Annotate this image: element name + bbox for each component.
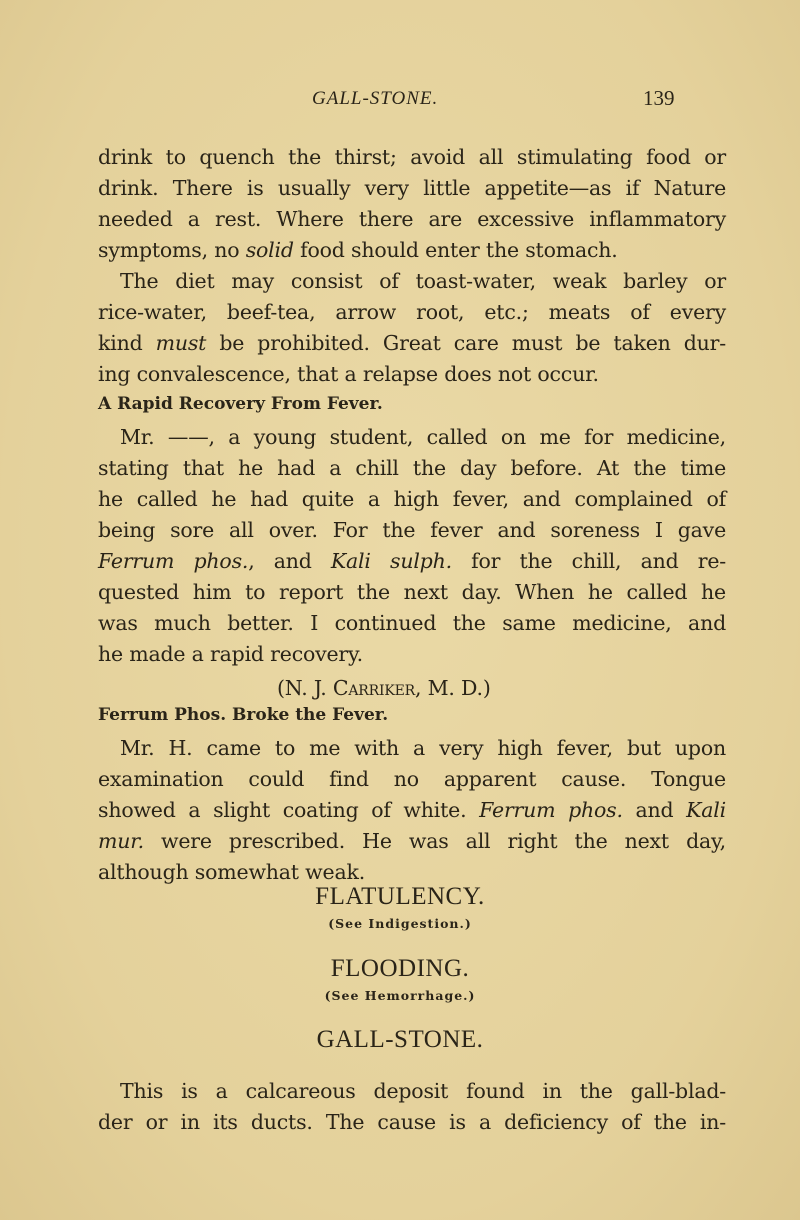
text-line — [120, 267, 726, 295]
text-line — [98, 485, 726, 513]
text-segment: and — [622, 798, 687, 822]
text-segment: be prohibited. Great care must be taken dur- — [206, 331, 726, 355]
text-segment: he called he had quite a high fever, and complained of — [98, 487, 726, 511]
text-segment: Mr. ——, a young student, called on me for medicine, — [120, 425, 726, 449]
italic-remedy-text: Kali — [686, 798, 726, 822]
heading-rapid-recovery: A Rapid Recovery From Fever. — [98, 394, 383, 414]
text-segment: der or in its ducts. The cause is a deficiency of the in- — [98, 1110, 726, 1134]
text-segment: were prescribed. He was all right the next day, — [143, 829, 726, 853]
text-line — [98, 174, 726, 202]
text-line — [98, 516, 726, 544]
text-segment: although somewhat weak. — [98, 860, 366, 884]
text-segment: quested him to report the next day. When he called he — [98, 580, 726, 604]
italic-remedy-text: Kali sulph. — [330, 549, 452, 573]
text-line — [98, 547, 726, 575]
text-segment: showed a slight coating of white. — [98, 798, 480, 822]
section-title-flooding: FLOODING. — [330, 955, 470, 982]
text-segment: drink. There is usually very little appetite—as if Nature — [98, 176, 726, 200]
text-segment: symptoms, no — [98, 238, 246, 262]
text-line — [98, 236, 726, 264]
text-line — [98, 454, 726, 482]
text-line — [98, 578, 726, 606]
text-segment: This is a calcareous deposit found in the gall-blad- — [120, 1079, 726, 1103]
text-segment: , and — [248, 549, 331, 573]
running-head: GALL-STONE. — [312, 88, 439, 109]
text-line — [98, 827, 726, 855]
text-line — [98, 1108, 726, 1136]
section-title-flatulency: FLATULENCY. — [315, 883, 485, 910]
text-segment: rice-water, beef-tea, arrow root, etc.; meats of every — [98, 300, 726, 324]
cross-reference-indigestion: (See Indigestion.) — [328, 916, 472, 931]
text-segment: kind — [98, 331, 156, 355]
text-segment: was much better. I continued the same medicine, and — [98, 611, 726, 635]
text-line — [98, 298, 726, 326]
case-signature: (N. J. Carriker, M. D.) — [277, 676, 491, 700]
text-segment: needed a rest. Where there are excessive inflammatory — [98, 207, 726, 231]
text-segment: drink to quench the thirst; avoid all stimulating food or — [98, 145, 726, 169]
text-line — [120, 423, 726, 451]
text-line — [98, 765, 726, 793]
text-line — [98, 205, 726, 233]
text-segment: Mr. H. came to me with a very high fever, but upon — [120, 736, 726, 760]
text-segment: being sore all over. For the fever and soreness I gave — [98, 518, 726, 542]
italic-remedy-text: mur. — [98, 829, 144, 853]
italic-remedy-text: must — [155, 331, 207, 355]
text-line — [98, 360, 726, 388]
page-number: 139 — [643, 86, 675, 110]
text-segment: stating that he had a chill the day before. At the time — [98, 456, 726, 480]
italic-remedy-text: solid — [245, 238, 294, 262]
text-segment: The diet may consist of toast-water, weak barley or — [120, 269, 726, 293]
italic-remedy-text: Ferrum phos. — [98, 549, 249, 573]
text-line — [120, 1077, 726, 1105]
text-line — [98, 329, 726, 357]
text-line — [98, 640, 726, 668]
text-segment: food should enter the stomach. — [293, 238, 618, 262]
cross-reference-hemorrhage: (See Hemorrhage.) — [324, 988, 476, 1003]
text-line — [98, 858, 726, 886]
text-segment: ing convalescence, that a relapse does not occur. — [98, 362, 599, 386]
text-segment: examination could find no apparent cause. Tongue — [98, 767, 726, 791]
text-line — [120, 734, 726, 762]
text-segment: for the chill, and re- — [451, 549, 727, 573]
section-title-gall-stone: GALL-STONE. — [316, 1026, 484, 1053]
text-line — [98, 609, 726, 637]
heading-ferrum-phos: Ferrum Phos. Broke the Fever. — [98, 705, 389, 725]
text-line — [98, 796, 726, 824]
text-line — [98, 143, 726, 171]
text-segment: he made a rapid recovery. — [98, 642, 364, 666]
italic-remedy-text: Ferrum phos. — [479, 798, 623, 822]
